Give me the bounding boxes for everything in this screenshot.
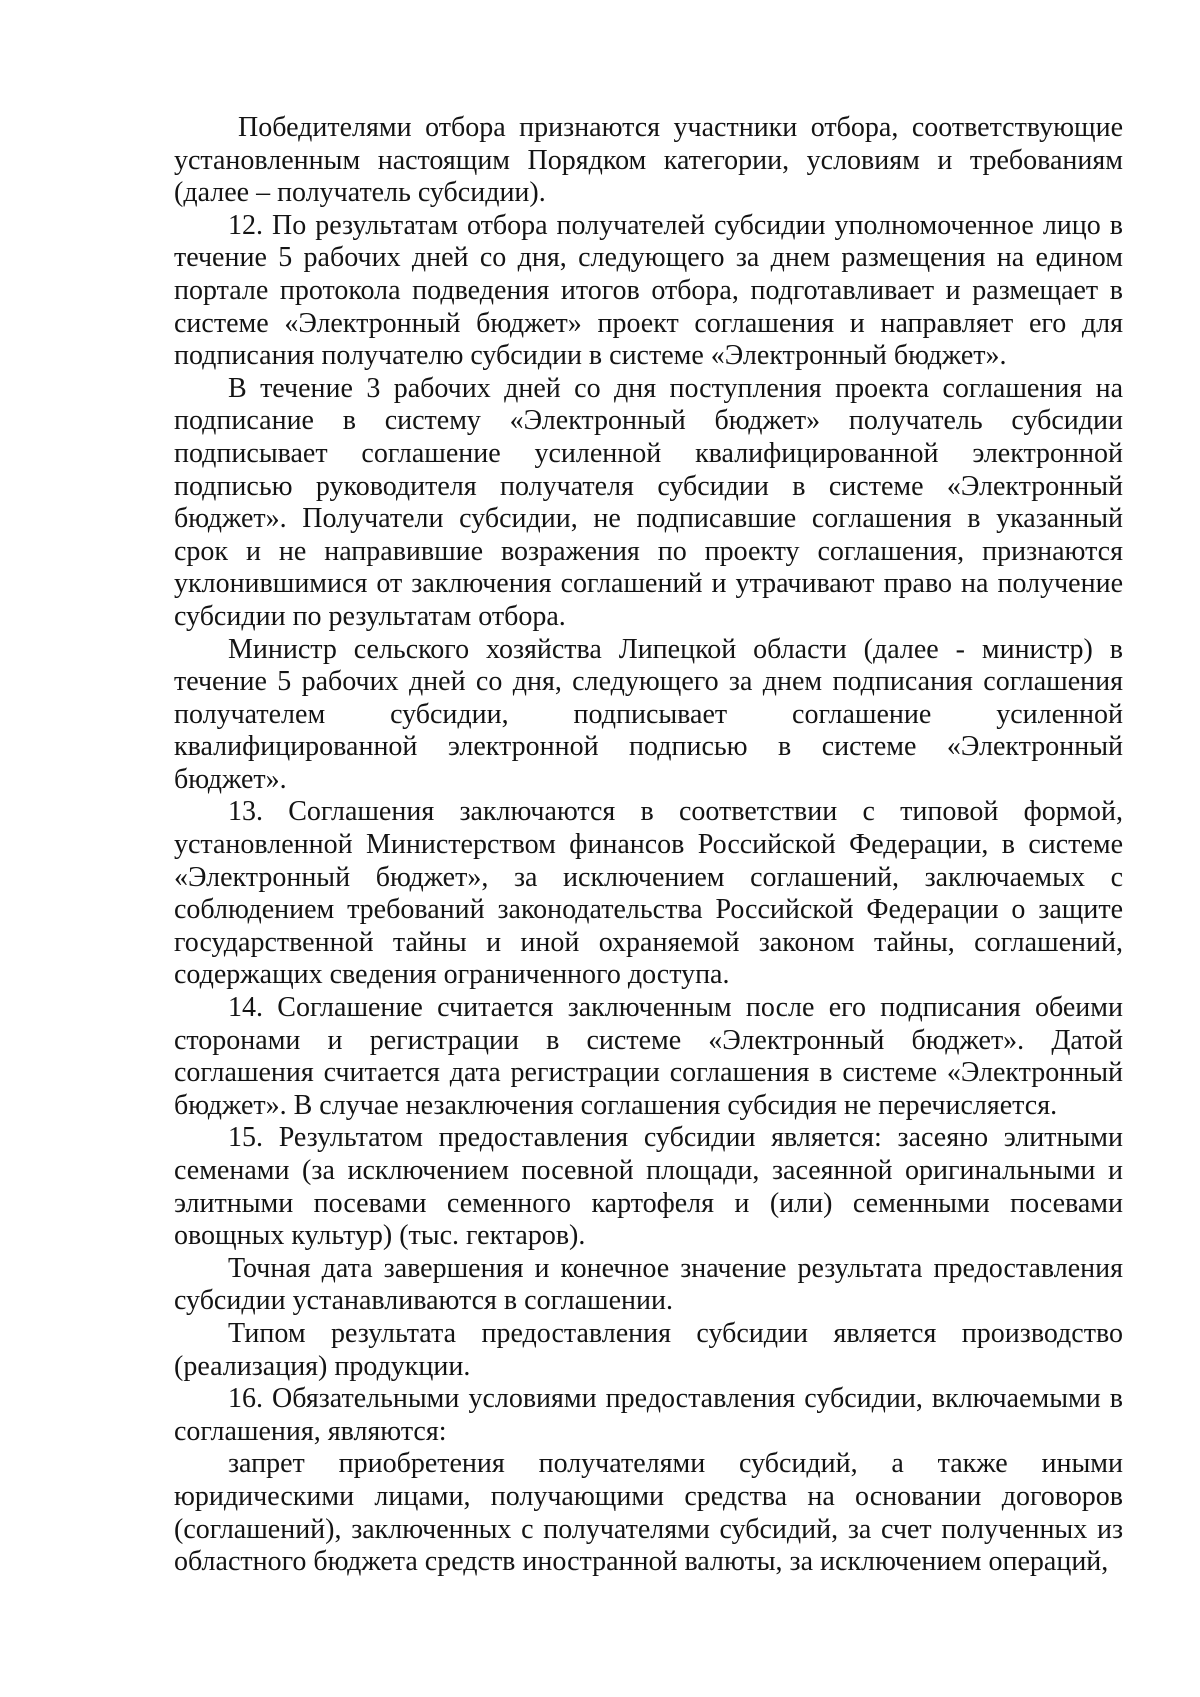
paragraph-prohibition: запрет приобретения получателями субсидий, а также иными юридическими лицами, получающими средства на основании договоров (соглашений), заключенных с получателями субсидий, за счет полученных из областного бюджета средств иностранной валюты, за исключением операций, (174, 1448, 1123, 1578)
paragraph-signing-term: В течение 3 рабочих дней со дня поступления проекта соглашения на подписание в систему «Электронный бюджет» получатель субсидии подписывает соглашение усиленной квалифицированной электронной подписью руководителя получателя субсидии в системе «Электронный бюджет». Получатели субсидии, не подписавшие соглашения в указанный срок и не направившие возражения по проекту соглашения, признаются уклонившимися от заключения соглашений и утрачивают право на получение субсидии по результатам отбора. (174, 372, 1123, 632)
paragraph-14: 14. Соглашение считается заключенным после его подписания обеими сторонами и регистрации в системе «Электронный бюджет». Датой соглашения считается дата регистрации соглашения в системе «Электронный бюджет». В случае незаключения соглашения субсидия не перечисляется. (174, 992, 1123, 1121)
paragraph-16: 16. Обязательными условиями предоставления субсидии, включаемыми в соглашения, являются: (174, 1383, 1123, 1447)
paragraph-winners: Победителями отбора признаются участники отбора, соответствующие установленным настоящим Порядком категории, условиям и требованиям (далее – получатель субсидии). (174, 112, 1123, 209)
paragraph-15: 15. Результатом предоставления субсидии является: засеяно элитными семенами (за исключением посевной площади, засеянной оригинальными и элитными посевами семенного картофеля и (или) семенными посевами овощных культур) (тыс. гектаров). (174, 1122, 1123, 1252)
paragraph-result-type: Типом результата предоставления субсидии является производство (реализация) продукции. (174, 1317, 1123, 1382)
paragraph-minister: Министр сельского хозяйства Липецкой области (далее - министр) в течение 5 рабочих дней со дня, следующего за днем подписания соглашения получателем субсидии, подписывает соглашение усиленной квалифицированной электронной подписью в системе «Электронный бюджет». (174, 633, 1123, 795)
paragraph-13: 13. Соглашения заключаются в соответствии с типовой формой, установленной Министерством финансов Российской Федерации, в системе «Электронный бюджет», за исключением соглашений, заключаемых с соблюдением требований законодательства Российской Федерации о защите государственной тайны и иной охраняемой законом тайны, соглашений, содержащих сведения ограниченного доступа. (174, 796, 1123, 991)
document-page (174, 112, 1123, 1579)
paragraph-result-date: Точная дата завершения и конечное значение результата предоставления субсидии устанавливаются в соглашении. (174, 1252, 1123, 1317)
paragraph-12: 12. По результатам отбора получателей субсидии уполномоченное лицо в течение 5 рабочих дней со дня, следующего за днем размещения на едином портале протокола подведения итогов отбора, подготавливает и размещает в системе «Электронный бюджет» проект соглашения и направляет его для подписания получателю субсидии в системе «Электронный бюджет». (174, 209, 1123, 372)
